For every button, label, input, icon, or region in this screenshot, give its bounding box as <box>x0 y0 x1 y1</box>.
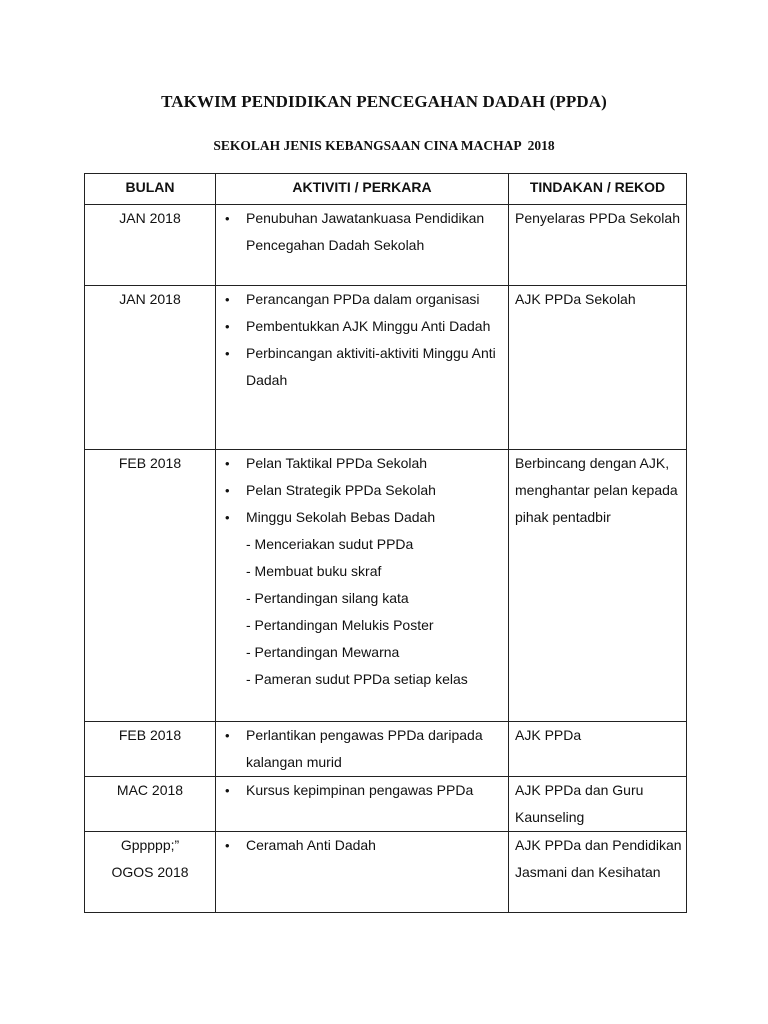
aktiviti-list <box>216 286 508 394</box>
bulan-line: MAC 2018 <box>116 782 184 798</box>
table-row <box>85 722 687 777</box>
aktiviti-cell <box>216 832 509 913</box>
tindakan-value: AJK PPDa Sekolah <box>515 291 636 307</box>
bulan-line: JAN 2018 <box>119 291 181 307</box>
document-subtitle: SEKOLAH JENIS KEBANGSAAN CINA MACHAP 2018 <box>213 138 555 153</box>
table-header-row <box>85 174 687 205</box>
aktiviti-item: • Ceramah Anti Dadah <box>246 832 506 859</box>
bulan-cell <box>85 450 216 722</box>
table-row <box>85 205 687 286</box>
aktiviti-cell <box>216 205 509 286</box>
bulan-line: FEB 2018 <box>118 727 182 743</box>
bulan-value <box>85 450 215 477</box>
table-row <box>85 450 687 722</box>
table-row <box>85 832 687 913</box>
aktiviti-list <box>216 832 508 859</box>
header-aktiviti: AKTIVITI / PERKARA <box>216 174 509 205</box>
tindakan-cell <box>509 777 687 832</box>
aktiviti-subitem: - Membuat buku skraf <box>246 563 382 579</box>
bulan-cell <box>85 205 216 286</box>
tindakan-cell <box>509 832 687 913</box>
aktiviti-item: • Perancangan PPDa dalam organisasi <box>246 286 506 313</box>
tindakan-cell <box>509 286 687 450</box>
tindakan-value: Penyelaras PPDa Sekolah <box>515 210 680 226</box>
aktiviti-item: • Pelan Taktikal PPDa Sekolah <box>246 450 506 477</box>
aktiviti-cell <box>216 777 509 832</box>
bulan-line: Gppppp;” <box>120 837 180 853</box>
bulan-line: OGOS 2018 <box>111 864 189 880</box>
tindakan-value: AJK PPDa dan Guru Kaunseling <box>515 782 644 825</box>
aktiviti-subitem: - Menceriakan sudut PPDa <box>246 536 414 552</box>
aktiviti-list <box>216 777 508 804</box>
aktiviti-cell <box>216 450 509 722</box>
bulan-value <box>85 286 215 313</box>
calendar-table <box>84 173 687 913</box>
aktiviti-item: • Perbincangan aktiviti-aktiviti Minggu Anti Dadah <box>246 340 506 394</box>
bulan-value <box>85 832 215 886</box>
bulan-value <box>85 205 215 232</box>
table-row <box>85 777 687 832</box>
header-tindakan: TINDAKAN / REKOD <box>509 174 687 205</box>
aktiviti-list <box>216 450 508 693</box>
bulan-value <box>85 777 215 804</box>
aktiviti-item: • Perlantikan pengawas PPDa daripada kalangan murid <box>246 722 506 776</box>
document-title: TAKWIM PENDIDIKAN PENCEGAHAN DADAH (PPDA) <box>161 92 607 111</box>
bulan-cell <box>85 832 216 913</box>
aktiviti-item: • Pelan Strategik PPDa Sekolah <box>246 477 506 504</box>
aktiviti-item: • Minggu Sekolah Bebas Dadah <box>246 504 506 531</box>
aktiviti-cell <box>216 722 509 777</box>
bulan-line: JAN 2018 <box>119 210 181 226</box>
bulan-line: FEB 2018 <box>118 455 182 471</box>
aktiviti-item: • Penubuhan Jawatankuasa Pendidikan Pencegahan Dadah Sekolah <box>246 205 506 259</box>
aktiviti-subitem: - Pertandingan silang kata <box>246 590 409 606</box>
table-row <box>85 286 687 450</box>
header-bulan: BULAN <box>85 174 216 205</box>
aktiviti-subitem: - Pertandingan Melukis Poster <box>246 617 434 633</box>
tindakan-value: AJK PPDa dan Pendidikan Jasmani dan Kesihatan <box>515 837 682 880</box>
aktiviti-subitem: - Pertandingan Mewarna <box>246 644 400 660</box>
bulan-cell <box>85 286 216 450</box>
tindakan-cell <box>509 205 687 286</box>
tindakan-cell <box>509 450 687 722</box>
aktiviti-item: • Pembentukkan AJK Minggu Anti Dadah <box>246 313 506 340</box>
table-body <box>85 205 687 913</box>
bulan-cell <box>85 777 216 832</box>
aktiviti-cell <box>216 286 509 450</box>
tindakan-value: AJK PPDa <box>515 727 582 743</box>
bulan-value <box>85 722 215 749</box>
aktiviti-item: • Kursus kepimpinan pengawas PPDa <box>246 777 506 804</box>
aktiviti-subitem: - Pameran sudut PPDa setiap kelas <box>246 671 468 687</box>
tindakan-cell <box>509 722 687 777</box>
tindakan-value: Berbincang dengan AJK, menghantar pelan kepada pihak pentadbir <box>515 455 678 525</box>
aktiviti-list <box>216 205 508 259</box>
aktiviti-list <box>216 722 508 776</box>
bulan-cell <box>85 722 216 777</box>
